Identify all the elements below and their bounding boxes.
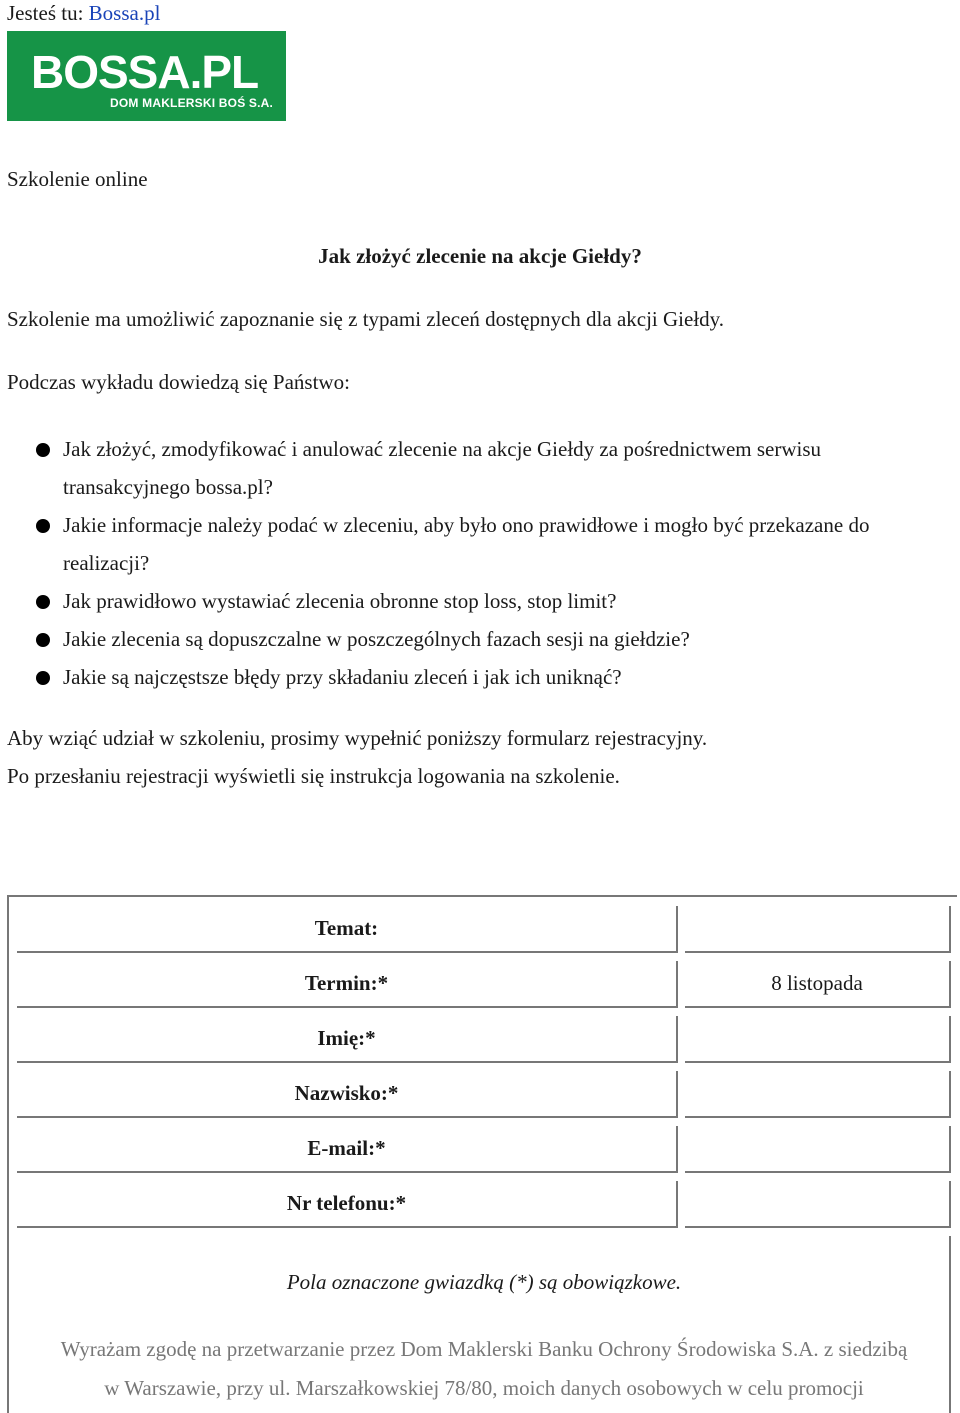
topic-label: Temat:: [17, 906, 678, 953]
cta-text-2: Po przesłaniu rejestracji wyświetli się instrukcja logowania na szkolenie.: [7, 764, 620, 788]
page-title: Jak złożyć zlecenie na akcje Giełdy?: [318, 244, 642, 268]
breadcrumb-prefix: Jesteś tu:: [7, 1, 89, 25]
first-name-field[interactable]: [685, 1016, 951, 1063]
list-item: [0, 582, 960, 620]
bossa-logo[interactable]: [7, 31, 286, 121]
phone-field[interactable]: [685, 1181, 951, 1228]
list-item-text: Jakie zlecenia są dopuszczalne w poszczególnych fazach sesji na giełdzie?: [63, 627, 690, 651]
bullet-icon: [36, 443, 50, 457]
bullet-icon: [36, 671, 50, 685]
last-name-field[interactable]: [685, 1071, 951, 1118]
section-label: Szkolenie online: [7, 167, 148, 191]
date-label: Termin:*: [17, 961, 678, 1008]
list-item-text: Jakie są najczęstsze błędy przy składaniu zleceń i jak ich uniknąć?: [63, 665, 622, 689]
list-item: [0, 658, 960, 696]
list-item-text: Jakie informacje należy podać w zleceniu, aby było ono prawidłowe i mogło być przekazane do realizacji?: [63, 513, 870, 575]
required-fields-note: Pola oznaczone gwiazdką (*) są obowiązkowe.: [286, 1270, 682, 1294]
topics-list: [0, 430, 960, 696]
list-item-text: Jak prawidłowo wystawiać zlecenia obronne stop loss, stop limit?: [63, 589, 617, 613]
list-item: [0, 620, 960, 658]
cta-text-1: Aby wziąć udział w szkoleniu, prosimy wypełnić poniższy formularz rejestracyjny.: [7, 726, 708, 750]
bullet-icon: [36, 633, 50, 647]
bullet-icon: [36, 595, 50, 609]
email-field[interactable]: [685, 1126, 951, 1173]
email-label: E-mail:*: [17, 1126, 678, 1173]
topic-field[interactable]: [685, 906, 951, 953]
last-name-label: Nazwisko:*: [17, 1071, 678, 1118]
consent-line: w Warszawie, przy ul. Marszałkowskiej 78/80, moich danych osobowych w celu promocji: [104, 1376, 864, 1400]
first-name-label: Imię:*: [17, 1016, 678, 1063]
breadcrumb: [7, 0, 160, 26]
lead-text: Podczas wykładu dowiedzą się Państwo:: [7, 370, 350, 394]
breadcrumb-link-home[interactable]: Bossa.pl: [88, 1, 161, 25]
list-item: [0, 506, 960, 582]
intro-text: Szkolenie ma umożliwić zapoznanie się z typami zleceń dostępnych dla akcji Giełdy.: [7, 307, 725, 331]
list-item-text: Jak złożyć, zmodyfikować i anulować zlecenie na akcje Giełdy za pośrednictwem serwisu transakcyjnego bossa.pl?: [63, 437, 822, 499]
list-item: [0, 430, 960, 506]
form-notes: [17, 1236, 951, 1413]
registration-form: [7, 895, 957, 1413]
bullet-icon: [36, 519, 50, 533]
consent-line: Wyrażam zgodę na przetwarzanie przez Dom Maklerski Banku Ochrony Środowiska S.A. z siedzibą: [60, 1337, 908, 1361]
consent-text: [17, 1330, 951, 1408]
phone-label: Nr telefonu:*: [17, 1181, 678, 1228]
logo-brand: BOSSA.PL: [31, 46, 259, 98]
date-field[interactable]: 8 listopada: [685, 961, 951, 1008]
logo-subtitle: DOM MAKLERSKI BOŚ S.A.: [110, 96, 274, 110]
